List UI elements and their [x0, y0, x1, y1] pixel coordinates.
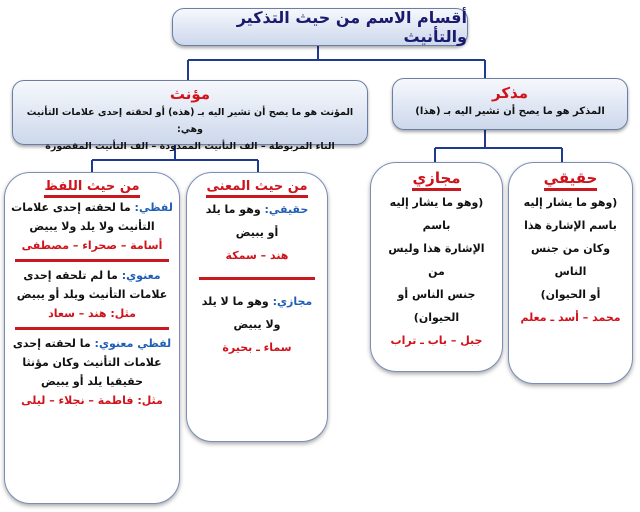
feminine-meaning-meta-line: [195, 290, 319, 313]
divider: [199, 277, 315, 280]
feminine-meaning-real-label: حقيقي:: [264, 203, 309, 216]
feminine-form-semantic-text-2: علامات التأنيث ويلد أو يبيض: [16, 288, 168, 301]
feminine-form-both-label: لفظي معنوي:: [94, 337, 172, 350]
masculine-metaphorical-examples: جبل – باب ـ تراب: [390, 334, 483, 347]
masculine-real-line-2: باسم الإشارة هذا: [524, 219, 617, 232]
masculine-metaphorical-card: [370, 162, 503, 372]
feminine-definition: المؤنث هو ما يصح أن تشير اليه بـ (هذه) أو لحقته إحدى علامات التأنيث وهي:: [26, 107, 354, 135]
feminine-form-semantic-examples-line: [11, 304, 173, 323]
masculine-real-line-1: (وهو ما يشار إليه: [523, 196, 618, 209]
feminine-meaning-real-text: وهو ما يلد: [205, 203, 261, 216]
feminine-form-both-examples-label: مثل:: [137, 394, 163, 407]
feminine-meaning-real-text-2: أو يبيض: [235, 226, 279, 239]
feminine-markers: التاء المربوطة – الف التأنيث الممدودة – الف التأنيث المقصورة: [45, 141, 335, 152]
feminine-meaning-meta-examples: سماء ـ بحيرة: [222, 341, 292, 354]
feminine-meaning-real-line: [195, 198, 319, 221]
feminine-title: مؤنث: [169, 85, 211, 103]
main-title-box: [172, 8, 468, 46]
feminine-form-verbal-text-2: التأنيث ولا يلد ولا يبيض: [29, 220, 155, 233]
masculine-definition: المذكر هو ما يصح أن تشير اليه بـ (هذا): [415, 106, 605, 117]
masculine-metaphorical-line-2: الإشارة هذا وليس من: [388, 242, 485, 278]
feminine-form-verbal-line: [11, 198, 173, 217]
feminine-meaning-meta-label: مجازي:: [272, 295, 313, 308]
feminine-meaning-meta-text: وهو ما لا يلد: [201, 295, 269, 308]
masculine-real-title: حقيقي: [517, 169, 624, 187]
feminine-form-both-line: [11, 334, 173, 353]
feminine-meaning-card: [186, 172, 328, 442]
divider: [15, 259, 169, 262]
feminine-form-verbal-examples: أسامة – صحراء – مصطفى: [21, 239, 163, 252]
masculine-real-card: [508, 162, 633, 384]
feminine-form-both-text-2: علامات التأنيث وكان مؤنثا: [22, 356, 162, 369]
feminine-meaning-title: من حيث المعنى: [195, 179, 319, 194]
feminine-form-both-text: ما لحقته إحدى: [12, 337, 91, 350]
masculine-title: مذكر: [491, 84, 528, 102]
feminine-form-semantic-examples: هند – سعاد: [48, 307, 107, 320]
feminine-form-verbal-text: ما لحقته إحدى علامات: [11, 201, 131, 214]
masculine-metaphorical-line-1: (وهو ما يشار إليه باسم: [389, 196, 484, 232]
masculine-real-line-4: أو الحيوان): [540, 288, 601, 301]
feminine-form-semantic-label: معنوي:: [121, 269, 161, 282]
feminine-form-semantic-text: ما لم تلحقه إحدى: [23, 269, 118, 282]
feminine-form-verbal-label: لفظي:: [134, 201, 173, 214]
divider: [15, 327, 169, 330]
masculine-real-examples: محمد – أسد ـ معلم: [520, 311, 621, 324]
masculine-metaphorical-title: مجازي: [379, 169, 494, 187]
feminine-form-semantic-line: [11, 266, 173, 285]
masculine-real-line-3: وكان من جنس الناس: [530, 242, 611, 278]
feminine-meaning-real-examples: هند – سمكة: [225, 249, 289, 262]
feminine-form-card: [4, 172, 180, 504]
feminine-box: [12, 80, 368, 152]
feminine-form-semantic-examples-label: مثل:: [110, 307, 136, 320]
masculine-metaphorical-line-3: جنس الناس أو الحيوان): [397, 288, 476, 324]
feminine-meaning-meta-text-2: ولا يبيض: [233, 318, 281, 331]
feminine-form-both-text-3: حقيقيا يلد أو يبيض: [40, 375, 144, 388]
masculine-box: [392, 78, 628, 130]
main-title: أقسام الاسم من حيث التذكير والتأنيث: [236, 8, 467, 46]
feminine-form-both-examples: فاطمة – نجلاء – ليلى: [21, 394, 134, 407]
feminine-form-both-examples-line: [11, 391, 173, 410]
feminine-form-title: من حيث اللفظ: [11, 179, 173, 194]
